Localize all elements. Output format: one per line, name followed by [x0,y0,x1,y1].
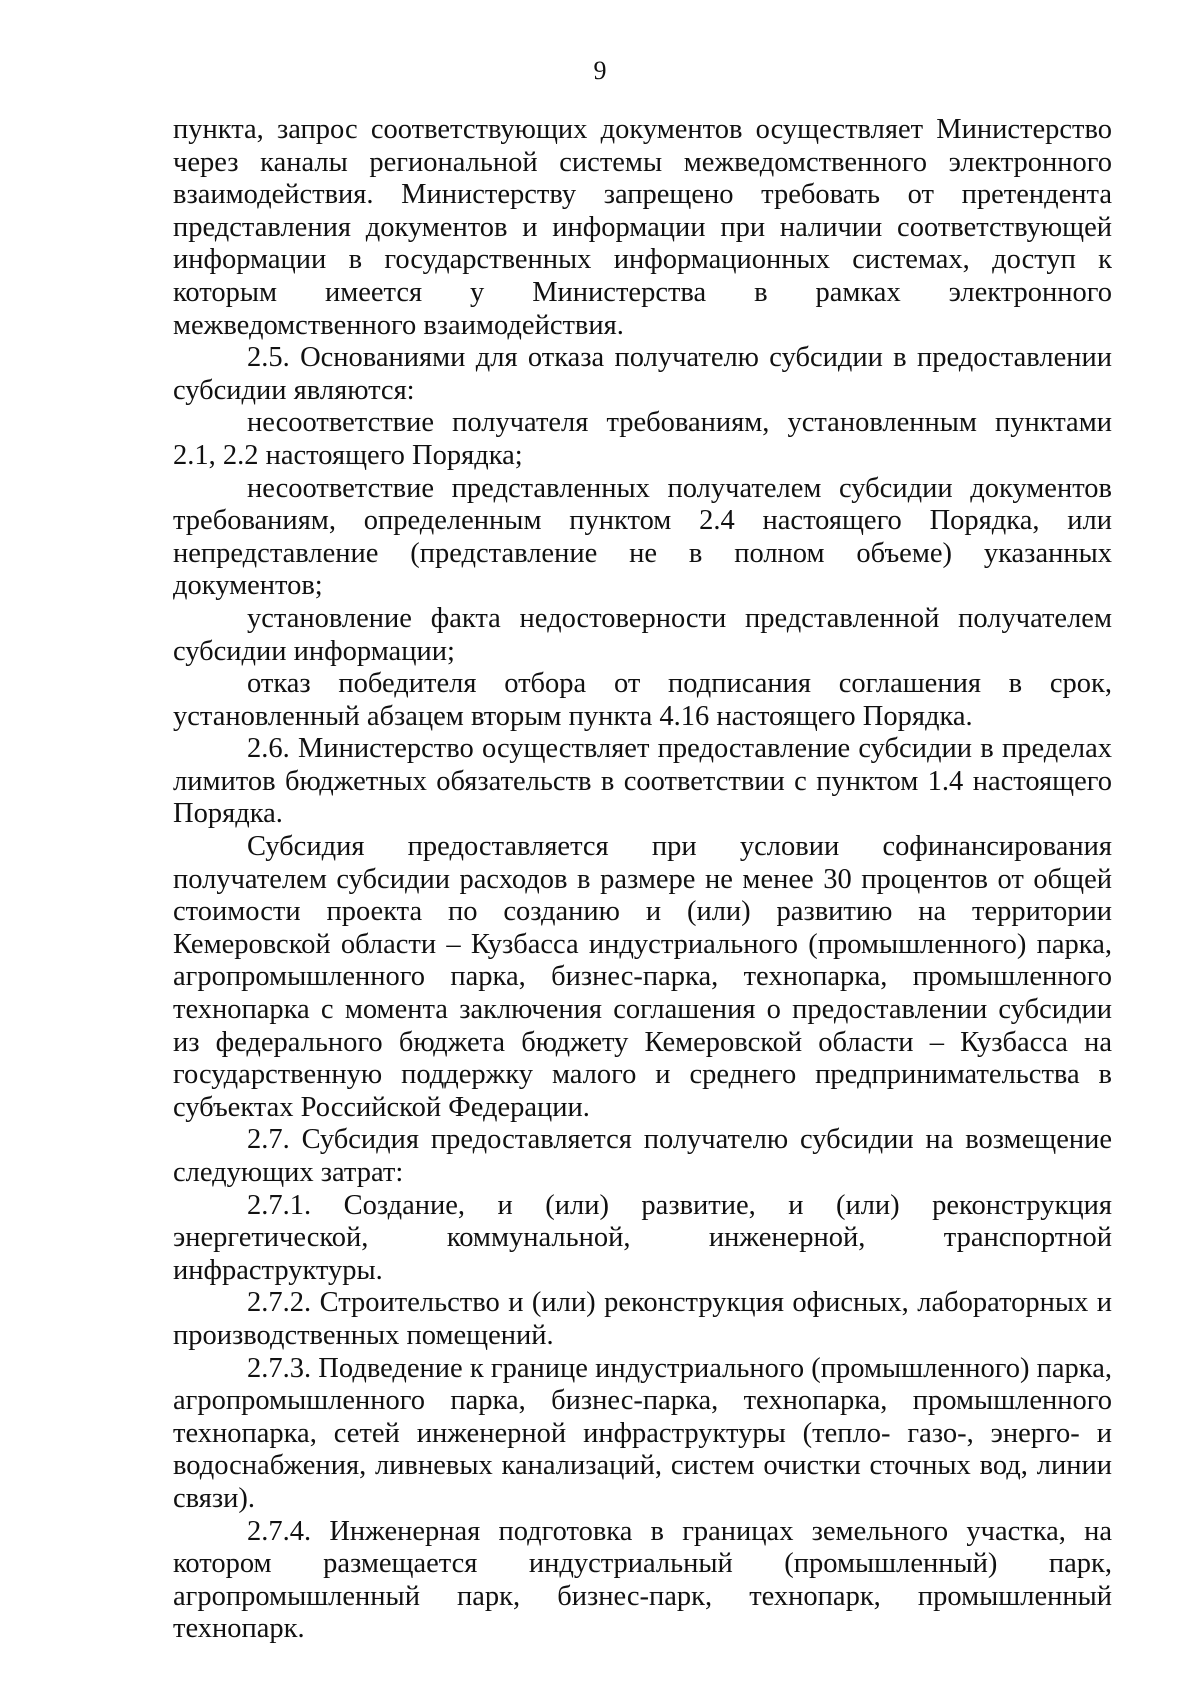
paragraph: 2.7.4. Инженерная подготовка в границах земельного участка, на котором размещается индустриальный (промышленный) парк, агропромышленный парк, бизнес-парк, технопарк, промышленный технопарк. [173,1515,1112,1645]
paragraph: 2.7.2. Строительство и (или) реконструкция офисных, лабораторных и производственных помещений. [173,1287,1112,1351]
paragraph: несоответствие получателя требованиям, установленным пунктами 2.1, 2.2 настоящего Порядка; [173,407,1112,471]
page-number: 9 [593,56,607,85]
paragraph: 2.5. Основаниями для отказа получателю субсидии в предоставлении субсидии являются: [173,342,1112,406]
paragraph: несоответствие представленных получателем субсидии документов требованиям, определенным пунктом 2.4 настоящего Порядка, или непредставление (представление не в полном объеме) указанных документов; [173,472,1112,602]
paragraph: 2.7. Субсидия предоставляется получателю субсидии на возмещение следующих затрат: [173,1124,1112,1188]
paragraph: 2.7.1. Создание, и (или) развитие, и (или) реконструкция энергетической, коммунальной, инженерной, транспортной инфраструктуры. [173,1189,1112,1286]
paragraph: пункта, запрос соответствующих документов осуществляет Министерство через каналы региональной системы межведомственного электронного взаимодействия. Министерству запрещено требовать от претендента представления документов и информации при наличии соответствующей информации в государственных информационных системах, доступ к которым имеется у Министерства в рамках электронного межведомственного взаимодействия. [173,114,1112,341]
paragraph: 2.6. Министерство осуществляет предоставление субсидии в пределах лимитов бюджетных обязательств в соответствии с пунктом 1.4 настоящего Порядка. [173,733,1112,830]
document-body [173,114,1112,1646]
paragraph: 2.7.3. Подведение к границе индустриального (промышленного) парка, агропромышленного парка, бизнес-парка, технопарка, промышленного технопарка, сетей инженерной инфраструктуры (тепло- газо-, энерго- и водоснабжения, ливневых канализаций, систем очистки сточных вод, линии связи). [173,1352,1112,1514]
paragraph: установление факта недостоверности представленной получателем субсидии информации; [173,602,1112,667]
paragraph: отказ победителя отбора от подписания соглашения в срок, установленный абзацем вторым пункта 4.16 настоящего Порядка. [173,668,1112,732]
paragraph: Субсидия предоставляется при условии софинансирования получателем субсидии расходов в размере не менее 30 процентов от общей стоимости проекта по созданию и (или) развитию на территории Кемеровской области – Кузбасса индустриального (промышленного) парка, агропромышленного парка, бизнес-парка, технопарка, промышленного технопарка с момента заключения соглашения о предоставлении субсидии из федерального бюджета бюджету Кемеровской области – Кузбасса на государственную поддержку малого и среднего предпринимательства в субъектах Российской Федерации. [173,831,1112,1123]
